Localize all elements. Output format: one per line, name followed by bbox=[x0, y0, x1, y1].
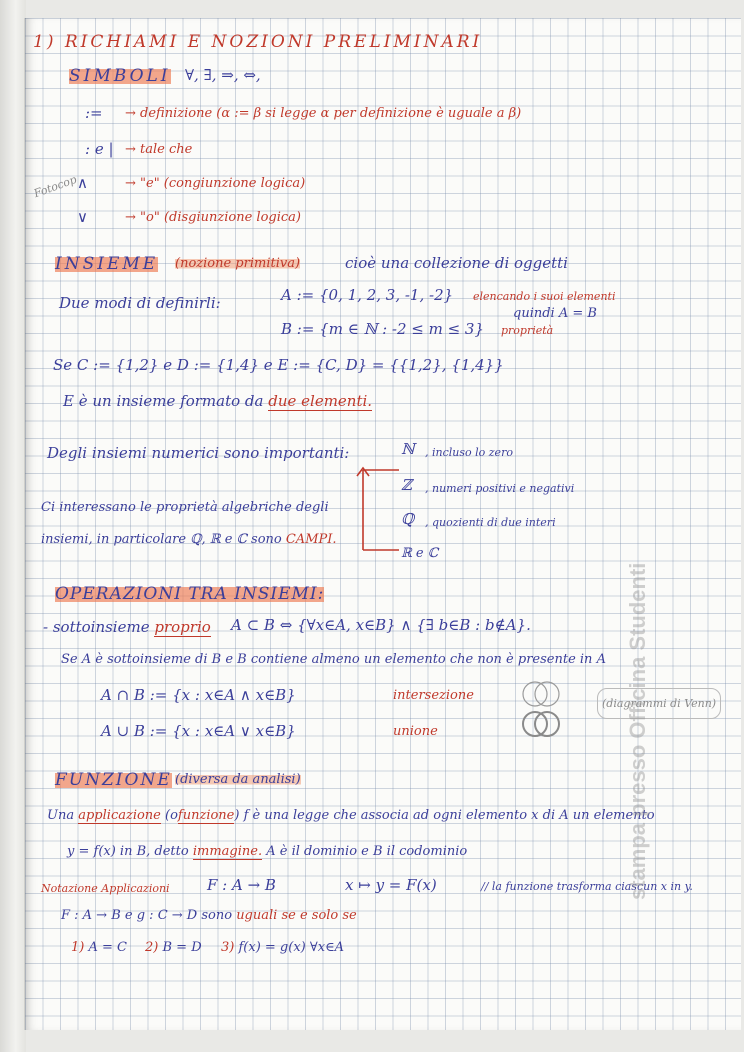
funzione-heading: FUNZIONE bbox=[55, 770, 172, 790]
set-b-note: proprietà bbox=[501, 324, 554, 337]
applicazione-word: applicazione bbox=[78, 808, 161, 823]
or-text: → "o" (disgiunzione logica) bbox=[125, 210, 301, 225]
legge-text: ) f è una legge che associa ad ogni elemento x di A un elemento bbox=[234, 808, 655, 823]
condition-3-number: 3) bbox=[221, 940, 235, 955]
venn-diagram-sketch bbox=[513, 666, 583, 746]
set-z-note: , numeri positivi e negativi bbox=[425, 482, 575, 495]
condition-1-number: 1) bbox=[71, 940, 85, 955]
intersection-definition: A ∩ B := {x : x∈A ∧ x∈B} bbox=[101, 686, 296, 704]
campi-line bbox=[41, 532, 337, 547]
funzione-note: (diversa da analisi) bbox=[175, 772, 301, 787]
immagine-word: immagine. bbox=[192, 844, 263, 859]
or-symbol: ∨ bbox=[77, 208, 88, 226]
set-r-c: ℝ e ℂ bbox=[401, 546, 439, 561]
insieme-description: cioè una collezione di oggetti bbox=[345, 254, 568, 272]
union-label: unione bbox=[393, 724, 438, 739]
definition-symbol: := bbox=[85, 104, 103, 122]
condition-3 bbox=[221, 940, 344, 955]
notebook-binding bbox=[0, 0, 26, 1052]
notebook-page bbox=[24, 18, 741, 1030]
watermark: stampa presso Officina Studenti bbox=[625, 562, 650, 900]
intersection-label: intersezione bbox=[393, 688, 474, 703]
proprio-word: proprio bbox=[154, 618, 211, 636]
operazioni-heading: OPERAZIONI TRA INSIEMI: bbox=[55, 584, 325, 604]
stamp-text: Fotocop bbox=[32, 172, 79, 201]
condition-2 bbox=[145, 940, 202, 955]
se-cde-line: Se C := {1,2} e D := {1,4} e E := {C, D} = {{1,2}, {1,4}} bbox=[53, 356, 504, 374]
due-modi-text: Due modi di definirli: bbox=[59, 294, 221, 312]
campi-word: CAMPI. bbox=[285, 532, 337, 547]
set-q: ℚ bbox=[401, 510, 415, 528]
set-q-note: , quozienti di due interi bbox=[425, 516, 556, 529]
insiemi-numerici-line: Degli insiemi numerici sono importanti: bbox=[47, 444, 350, 462]
set-a-note: elencando i suoi elementi bbox=[473, 290, 616, 303]
una-text: Una bbox=[47, 808, 75, 823]
condition-2-number: 2) bbox=[145, 940, 159, 955]
e-description-text: E è un insieme formato da bbox=[63, 392, 264, 410]
and-text: → "e" (congiunzione logica) bbox=[125, 176, 306, 191]
tale-che-text: → tale che bbox=[125, 142, 193, 157]
insieme-heading: INSIEME bbox=[55, 254, 159, 274]
campi-line-text: insiemi, in particolare ℚ, ℝ e ℂ sono bbox=[41, 532, 282, 547]
section-title: 1) RICHIAMI E NOZIONI PRELIMINARI bbox=[33, 32, 483, 52]
se-a-line: Se A è sottoinsieme di B e B contiene almeno un elemento che non è presente in A bbox=[61, 652, 606, 667]
uguali-word: uguali se e solo se bbox=[236, 908, 357, 923]
proprieta-line: Ci interessano le proprietà algebriche degli bbox=[41, 500, 329, 515]
definition-text: → definizione (α := β si legge α per definizione è uguale a β) bbox=[125, 106, 522, 121]
subset-definition: A ⊂ B ⇔ {∀x∈A, x∈B} ∧ {∃ b∈B : b∉A}. bbox=[231, 616, 531, 634]
o-text: (o bbox=[165, 808, 178, 823]
quindi-equal: quindi A = B bbox=[513, 306, 597, 321]
funzione-definition-line2 bbox=[67, 844, 467, 859]
tale-che-symbol: : e | bbox=[85, 140, 114, 158]
set-a-definition: A := {0, 1, 2, 3, -1, -2} bbox=[281, 286, 454, 304]
e-description bbox=[63, 392, 372, 410]
f-mapping: F : A → B bbox=[207, 876, 276, 894]
set-n-note: , incluso lo zero bbox=[425, 446, 513, 459]
x-mapping-note: // la funzione trasforma ciascun x in y. bbox=[481, 880, 693, 893]
condition-1-value: A = C bbox=[88, 940, 127, 955]
set-z: ℤ bbox=[401, 476, 412, 494]
condition-3-value: f(x) = g(x) ∀x∈A bbox=[238, 940, 345, 955]
uguali-line bbox=[61, 908, 357, 923]
detto-text: y = f(x) in B, detto bbox=[67, 844, 189, 859]
and-symbol: ∧ bbox=[77, 174, 88, 192]
notazione-label: Notazione Applicazioni bbox=[41, 882, 170, 895]
condition-2-value: B = D bbox=[162, 940, 202, 955]
condition-1 bbox=[71, 940, 127, 955]
quantifier-symbols: ∀, ∃, ⇒, ⇔, bbox=[185, 66, 261, 84]
sottoinsieme-line bbox=[43, 618, 211, 636]
sottoinsieme-text: - sottoinsieme bbox=[43, 618, 150, 636]
uguali-line-text: F : A → B e g : C → D sono bbox=[61, 908, 233, 923]
x-mapping: x ↦ y = F(x) bbox=[345, 876, 437, 894]
simboli-heading: SIMBOLI bbox=[69, 66, 171, 86]
set-b-definition: B := {m ∈ ℕ : -2 ≤ m ≤ 3} bbox=[281, 320, 485, 338]
union-definition: A ∪ B := {x : x∈A ∨ x∈B} bbox=[101, 722, 296, 740]
set-n: ℕ bbox=[401, 440, 415, 458]
venn-label: (diagrammi di Venn) bbox=[597, 688, 721, 719]
dominio-text: A è il dominio e B il codominio bbox=[266, 844, 468, 859]
insieme-note: (nozione primitiva) bbox=[175, 256, 301, 271]
due-elementi: due elementi. bbox=[268, 392, 373, 410]
funzione-definition-line1 bbox=[47, 808, 655, 823]
funzione-word: funzione bbox=[177, 808, 235, 823]
